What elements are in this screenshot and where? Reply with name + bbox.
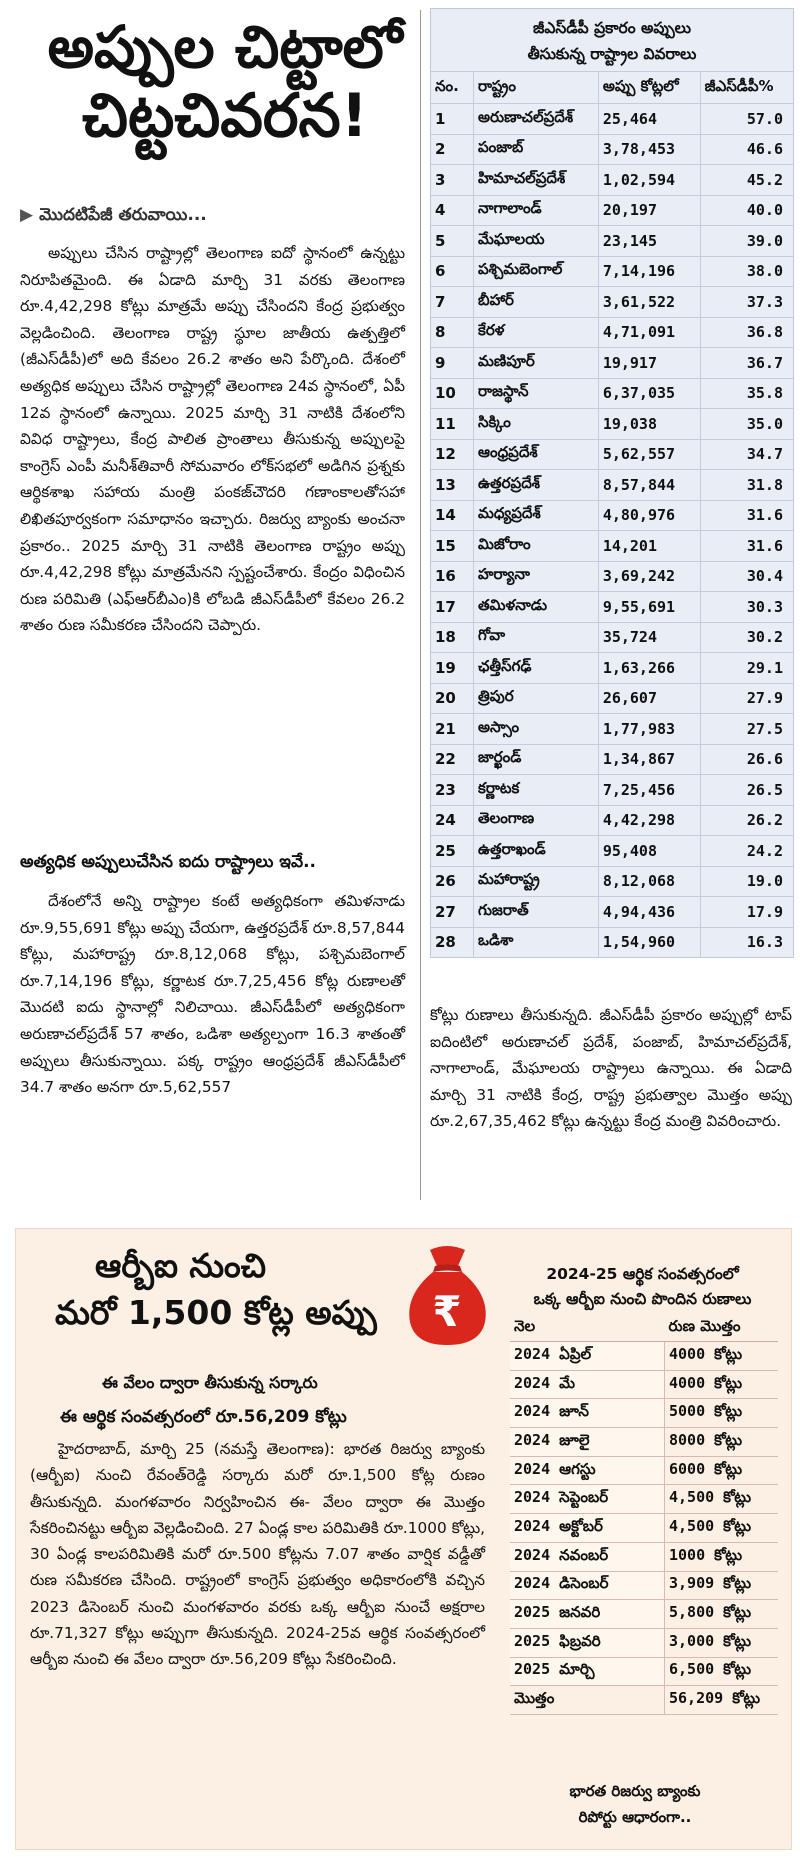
- row-number: 18: [431, 622, 474, 653]
- debt-value: 14,201: [598, 531, 700, 562]
- gsdp-percent: 27.9: [700, 683, 793, 714]
- gsdp-percent: 31.6: [700, 531, 793, 562]
- row-number: 8: [431, 317, 474, 348]
- table-row: [510, 1571, 778, 1600]
- table-row: [431, 317, 793, 348]
- gsdp-percent: 27.5: [700, 714, 793, 745]
- state-name: మధ్యప్రదేశ్: [474, 500, 599, 531]
- gsdp-percent: 30.2: [700, 622, 793, 653]
- table-row: [431, 592, 793, 623]
- col-header-state: రాష్ట్రం: [474, 72, 599, 104]
- row-number: 10: [431, 378, 474, 409]
- article2-headline-line1: ఆర్బీఐ నుంచి: [95, 1246, 267, 1285]
- article2-subhead2: ఈ ఆర్థిక సంవత్సరంలో రూ.56,209 కోట్లు: [60, 1407, 347, 1427]
- gsdp-percent: 36.7: [700, 348, 793, 379]
- state-name: త్రిపుర: [474, 683, 599, 714]
- loan-amount: 4,500 కోట్లు: [665, 1485, 779, 1514]
- debt-value: 1,63,266: [598, 653, 700, 684]
- table-row: [431, 805, 793, 836]
- state-name: గోవా: [474, 622, 599, 653]
- table-row: [431, 836, 793, 867]
- article1-para3: కోట్లు రుణాలు తీసుకున్నది. జీఎస్‌డీపీ ప్రకారం అప్పుల్లో టాప్ ఐదింటిలో అరుణాచల్ ప్రదేశ్, పంజాబ్, హిమాచల్‌ప్రదేశ్, నాగాలాండ్, మేఘాలయ రాష్ట్రాలు ఉన్నాయి. ఈ ఏడాది మార్చి 31 నాటికి కేంద్ర, రాష్ట్ర ప్రభుత్వాల మొత్తం అప్పు రూ.2,67,35,462 కోట్లు ఉన్నట్టు కేంద్ర మంత్రి వివరించారు.: [430, 1006, 792, 1131]
- article2-body: హైదరాబాద్, మార్చి 25 (నమస్తే తెలంగాణ): భారత రిజర్వు బ్యాంకు (ఆర్బీఐ) నుంచి రేవంత్‌రెడ్డి సర్కారు మరో రూ.1,500 కోట్ల రుణం తీసుకున్నది. మంగళవారం నిర్వహించిన ఈ- వేలం ద్వారా ఈ మొత్తం సేకరించినట్టు ఆర్బీఐ వెల్లడించింది. 27 ఏండ్ల కాల పరిమితికి రూ.1000 కోట్లు, 30 ఏండ్ల కాలపరిమితికి మరో రూ.500 కోట్లను 7.07 శాతం వార్షిక వడ్డీతో రుణ సమీకరణ చేసింది. రాష్ట్రంలో కాంగ్రెస్ ప్రభుత్వం అధికారంలోకి వచ్చిన 2023 డిసెంబర్ నుంచి మంగళవారం వరకు ఒక్క ఆర్బీఐ నుంచే అక్షరాల రూ.71,327 కోట్లు అప్పుగా తీసుకున్నది. 2024-25వ ఆర్థిక సంవత్సరంలో ఆర్బీఐ నుంచి ఈ వేలం ద్వారా రూ.56,209 కోట్లు సేకరించింది.: [30, 1440, 485, 1669]
- table-row: [431, 378, 793, 409]
- article1-column3: [430, 1002, 792, 1135]
- table-row: [510, 1428, 778, 1457]
- row-number: 9: [431, 348, 474, 379]
- loan-month: 2024 జూలై: [510, 1428, 665, 1457]
- table-header-row: [431, 72, 793, 104]
- loan-amount: 6,500 కోట్లు: [665, 1657, 779, 1686]
- loan-amount: 3,909 కోట్లు: [665, 1571, 779, 1600]
- loan-month: 2024 జూన్: [510, 1399, 665, 1428]
- table-row: [510, 1600, 778, 1629]
- article1-subhead: అత్యధిక అప్పులుచేసిన ఐదు రాష్ట్రాలు ఇవే..: [20, 852, 316, 872]
- state-name: మణిపూర్: [474, 348, 599, 379]
- state-name: మేఘాలయ: [474, 226, 599, 257]
- gsdp-percent: 26.6: [700, 744, 793, 775]
- rupee-money-bag-icon: [400, 1240, 495, 1350]
- debt-value: 7,25,456: [598, 775, 700, 806]
- loan-amount: 4000 కోట్లు: [665, 1342, 779, 1371]
- loan-amount: 6000 కోట్లు: [665, 1456, 779, 1485]
- loan-amount: 8000 కోట్లు: [665, 1428, 779, 1457]
- state-name: అస్సాం: [474, 714, 599, 745]
- row-number: 24: [431, 805, 474, 836]
- table-row: [431, 409, 793, 440]
- continuation-label: ▶ మొదటిపేజీ తరువాయి...: [20, 205, 207, 225]
- table-row: [510, 1514, 778, 1543]
- gsdp-percent: 19.0: [700, 866, 793, 897]
- state-name: సిక్కిం: [474, 409, 599, 440]
- table-row: [431, 348, 793, 379]
- table-row: [431, 531, 793, 562]
- gsdp-percent: 38.0: [700, 256, 793, 287]
- table-row: [510, 1657, 778, 1686]
- debt-value: 26,607: [598, 683, 700, 714]
- gsdp-percent: 39.0: [700, 226, 793, 257]
- gsdp-percent: 30.4: [700, 561, 793, 592]
- table-row: [510, 1542, 778, 1571]
- state-name: గుజరాత్: [474, 897, 599, 928]
- article2-subhead1: ఈ వేలం ద్వారా తీసుకున్న సర్కారు: [102, 1373, 318, 1392]
- debt-value: 19,917: [598, 348, 700, 379]
- gsdp-percent: 17.9: [700, 897, 793, 928]
- debt-value: 8,57,844: [598, 470, 700, 501]
- table-row: [431, 500, 793, 531]
- table-row: [431, 226, 793, 257]
- state-name: ఆంధ్రప్రదేశ్: [474, 439, 599, 470]
- debt-value: 3,69,242: [598, 561, 700, 592]
- row-number: 11: [431, 409, 474, 440]
- gsdp-percent: 31.8: [700, 470, 793, 501]
- article1-para2: దేశంలోనే అన్ని రాష్ట్రాల కంటే అత్యధికంగా తమిళనాడు రూ.9,55,691 కోట్లు అప్పు చేయగా, ఉత్తరప్రదేశ్ రూ.8,57,844 కోట్లు, మహారాష్ట్ర రూ.8,12,068 కోట్లు, పశ్చిమబెంగాల్ రూ.7,14,196 కోట్లు, కర్ణాటక రూ.7,25,456 కోట్ల రుణాలతో మొదటి ఐదు స్థానాల్లో నిలిచాయి. జీఎస్‌డీపీలో అత్యధికంగా అరుణాచల్‌ప్రదేశ్ 57 శాతం, ఒడిశా అత్యల్పంగా 16.3 శాతంతో అప్పులు తీసుకున్నాయి. పక్క రాష్ట్రం ఆంధ్రప్రదేశ్ జీఎస్‌డీపీలో 34.7 శాతం అనగా రూ.5,62,557: [20, 892, 405, 1097]
- state-name: కర్ణాటక: [474, 775, 599, 806]
- debt-value: 1,34,867: [598, 744, 700, 775]
- debt-value: 19,038: [598, 409, 700, 440]
- state-name: కేరళ: [474, 317, 599, 348]
- col-header-no: నం.: [431, 72, 474, 104]
- triangle-icon: ▶: [20, 205, 34, 225]
- state-name: ఉత్తరప్రదేశ్: [474, 470, 599, 501]
- loan-amount: 3,000 కోట్లు: [665, 1628, 779, 1657]
- total-label: మొత్తం: [510, 1686, 665, 1715]
- state-name: నాగాలాండ్: [474, 195, 599, 226]
- row-number: 21: [431, 714, 474, 745]
- total-row: [510, 1686, 778, 1715]
- table-row: [431, 470, 793, 501]
- table-row: [431, 714, 793, 745]
- row-number: 17: [431, 592, 474, 623]
- loan-month: 2024 మే: [510, 1370, 665, 1399]
- loan-month: 2024 అక్టోబర్: [510, 1514, 665, 1543]
- loan-amount: 5,800 కోట్లు: [665, 1600, 779, 1629]
- column-divider: [420, 10, 421, 1200]
- loan-amount: 1000 కోట్లు: [665, 1542, 779, 1571]
- state-name: ఒడిశా: [474, 927, 599, 957]
- table-row: [510, 1342, 778, 1371]
- table-row: [431, 104, 793, 135]
- debt-value: 4,94,436: [598, 897, 700, 928]
- row-number: 3: [431, 165, 474, 196]
- debt-value: 8,12,068: [598, 866, 700, 897]
- gsdp-percent: 45.2: [700, 165, 793, 196]
- row-number: 1: [431, 104, 474, 135]
- row-number: 22: [431, 744, 474, 775]
- gsdp-percent: 26.5: [700, 775, 793, 806]
- table-row: [431, 683, 793, 714]
- loan-month: 2024 ఆగస్టు: [510, 1456, 665, 1485]
- state-name: హిమాచల్‌ప్రదేశ్: [474, 165, 599, 196]
- loan-amount: 4,500 కోట్లు: [665, 1514, 779, 1543]
- loan-month: 2024 నవంబర్: [510, 1542, 665, 1571]
- table-row: [510, 1370, 778, 1399]
- state-name: రాజస్థాన్: [474, 378, 599, 409]
- table-header-row: [510, 1315, 778, 1342]
- table-row: [431, 287, 793, 318]
- gsdp-percent: 35.8: [700, 378, 793, 409]
- row-number: 26: [431, 866, 474, 897]
- article1-para1: అప్పులు చేసిన రాష్ట్రాల్లో తెలంగాణ ఐదో స్థానంలో ఉన్నట్టు నిరూపితమైంది. ఈ ఏడాది మార్చి 31 వరకు తెలంగాణ రూ.4,42,298 కోట్లు మాత్రమే అప్పు చేసిందని కేంద్ర ప్రభుత్వం వెల్లడించింది. తెలంగాణ రాష్ట్ర స్థూల జాతీయ ఉత్పత్తిలో (జీఎస్‌డీపీ)లో అది కేవలం 26.2 శాతం అని పేర్కొంది. దేశంలో అత్యధిక అప్పులు చేసిన రాష్ట్రాల్లో తెలంగాణ 24వ స్థానంలో, ఏపీ 12వ స్థానంలో ఉన్నాయి. 2025 మార్చి 31 నాటికి దేశంలోని వివిధ రాష్ట్రాలు, కేంద్ర పాలిత ప్రాంతాలు తీసుకున్న అప్పులపై కాంగ్రెస్ ఎంపీ మనీశ్‌తివారీ సోమవారం లోక్‌సభలో అడిగిన ప్రశ్నకు ఆర్థికశాఖ సహాయ మంత్రి పంకజ్‌చౌదరి గణాంకాలతోసహా లిఖితపూర్వకంగా సమాధానం ఇచ్చారు. రిజర్వు బ్యాంకు అంచనా ప్రకారం.. 2025 మార్చి 31 నాటికి తెలంగాణ రాష్ట్రం అప్పు రూ.4,42,298 కోట్లు మాత్రమేనని స్పష్టంచేశారు. కేంద్రం విధించిన రుణ పరిమితి (ఎఫ్ఆర్‌బీఎం)కి లోబడి జీఎస్‌డీపీలో కేవలం 26.2 శాతం రుణ సమీకరణ చేసిందని చెప్పారు.: [20, 244, 405, 635]
- gsdp-percent: 57.0: [700, 104, 793, 135]
- gsdp-percent: 34.7: [700, 439, 793, 470]
- total-value: 56,209 కోట్లు: [665, 1686, 779, 1715]
- state-name: అరుణాచల్‌ప్రదేశ్: [474, 104, 599, 135]
- debt-value: 6,37,035: [598, 378, 700, 409]
- table-source-note: భారత రిజర్వు బ్యాంకు రిపోర్టు ఆధారంగా..: [569, 1782, 701, 1826]
- table-row: [431, 561, 793, 592]
- gsdp-percent: 30.3: [700, 592, 793, 623]
- debt-value: 4,71,091: [598, 317, 700, 348]
- debt-value: 5,62,557: [598, 439, 700, 470]
- article2-headline-line2: మరో 1,500 కోట్ల అప్పు: [55, 1293, 377, 1332]
- debt-value: 4,80,976: [598, 500, 700, 531]
- gsdp-percent: 35.0: [700, 409, 793, 440]
- loan-month: 2025 ఫిబ్రవరి: [510, 1628, 665, 1657]
- row-number: 5: [431, 226, 474, 257]
- debt-value: 4,42,298: [598, 805, 700, 836]
- gsdp-table-title: జీఎస్‌డీపీ ప్రకారం అప్పులు తీసుకున్న రాష్ట్రాల వివరాలు: [527, 19, 697, 63]
- state-name: తెలంగాణ: [474, 805, 599, 836]
- table-row: [510, 1456, 778, 1485]
- loan-month: 2024 డిసెంబర్: [510, 1571, 665, 1600]
- loan-month: 2024 సెప్టెంబర్: [510, 1485, 665, 1514]
- row-number: 2: [431, 134, 474, 165]
- row-number: 4: [431, 195, 474, 226]
- row-number: 19: [431, 653, 474, 684]
- table-row: [510, 1485, 778, 1514]
- row-number: 7: [431, 287, 474, 318]
- loan-amount: 4000 కోట్లు: [665, 1370, 779, 1399]
- row-number: 13: [431, 470, 474, 501]
- rbi-loans-table: [510, 1315, 778, 1715]
- headline-line1: అప్పుల చిట్టాలో: [47, 13, 403, 81]
- col-header-amount: రుణ మొత్తం: [665, 1315, 779, 1342]
- debt-value: 1,02,594: [598, 165, 700, 196]
- state-name: ఉత్తరాఖండ్: [474, 836, 599, 867]
- table-row: [510, 1628, 778, 1657]
- loan-month: 2024 ఏప్రిల్: [510, 1342, 665, 1371]
- headline-line2: చిట్టచివరన!: [82, 81, 368, 151]
- table-row: [431, 744, 793, 775]
- gsdp-percent: 16.3: [700, 927, 793, 957]
- headline: [30, 14, 420, 152]
- rbi-table-title: 2024-25 ఆర్థిక సంవత్సరంలో ఒక్క ఆర్బీఐ నుంచి పొందిన రుణాలు: [533, 1265, 752, 1308]
- state-name: బీహార్: [474, 287, 599, 318]
- debt-value: 20,197: [598, 195, 700, 226]
- debt-value: 35,724: [598, 622, 700, 653]
- col-header-month: నెల: [510, 1315, 665, 1342]
- table-row: [431, 195, 793, 226]
- row-number: 27: [431, 897, 474, 928]
- table-row: [431, 927, 793, 957]
- row-number: 23: [431, 775, 474, 806]
- state-name: మిజోరాం: [474, 531, 599, 562]
- table-row: [431, 866, 793, 897]
- svg-text:₹: ₹: [432, 1287, 462, 1336]
- table-row: [431, 134, 793, 165]
- table-row: [510, 1399, 778, 1428]
- state-name: పశ్చిమబెంగాల్: [474, 256, 599, 287]
- debt-value: 25,464: [598, 104, 700, 135]
- table-row: [431, 897, 793, 928]
- state-name: తమిళనాడు: [474, 592, 599, 623]
- gsdp-percent: 24.2: [700, 836, 793, 867]
- row-number: 25: [431, 836, 474, 867]
- gsdp-percent: 37.3: [700, 287, 793, 318]
- col-header-gsdp: జీఎస్‌డీపీ%: [700, 72, 793, 104]
- row-number: 14: [431, 500, 474, 531]
- table-row: [431, 653, 793, 684]
- col-header-debt: అప్పు కోట్లలో: [598, 72, 700, 104]
- gsdp-percent: 46.6: [700, 134, 793, 165]
- row-number: 28: [431, 927, 474, 957]
- debt-value: 7,14,196: [598, 256, 700, 287]
- table-row: [431, 622, 793, 653]
- loan-amount: 5000 కోట్లు: [665, 1399, 779, 1428]
- row-number: 16: [431, 561, 474, 592]
- gsdp-debt-table: [430, 8, 794, 958]
- state-name: పంజాబ్: [474, 134, 599, 165]
- debt-value: 9,55,691: [598, 592, 700, 623]
- table-row: [431, 439, 793, 470]
- table-row: [431, 256, 793, 287]
- debt-value: 3,78,453: [598, 134, 700, 165]
- gsdp-percent: 26.2: [700, 805, 793, 836]
- gsdp-percent: 31.6: [700, 500, 793, 531]
- row-number: 12: [431, 439, 474, 470]
- state-name: మహారాష్ట్ర: [474, 866, 599, 897]
- debt-value: 1,77,983: [598, 714, 700, 745]
- table-row: [431, 775, 793, 806]
- debt-value: 23,145: [598, 226, 700, 257]
- table-row: [431, 165, 793, 196]
- loan-month: 2025 జనవరి: [510, 1600, 665, 1629]
- loan-month: 2025 మార్చి: [510, 1657, 665, 1686]
- article1-column2: [20, 888, 405, 1101]
- debt-value: 95,408: [598, 836, 700, 867]
- gsdp-percent: 40.0: [700, 195, 793, 226]
- gsdp-percent: 36.8: [700, 317, 793, 348]
- debt-value: 3,61,522: [598, 287, 700, 318]
- row-number: 15: [431, 531, 474, 562]
- state-name: జార్ఖండ్: [474, 744, 599, 775]
- gsdp-percent: 29.1: [700, 653, 793, 684]
- row-number: 20: [431, 683, 474, 714]
- state-name: హర్యానా: [474, 561, 599, 592]
- article1-column1: [20, 240, 405, 639]
- state-name: ఛత్తీస్‌గఢ్: [474, 653, 599, 684]
- debt-value: 1,54,960: [598, 927, 700, 957]
- row-number: 6: [431, 256, 474, 287]
